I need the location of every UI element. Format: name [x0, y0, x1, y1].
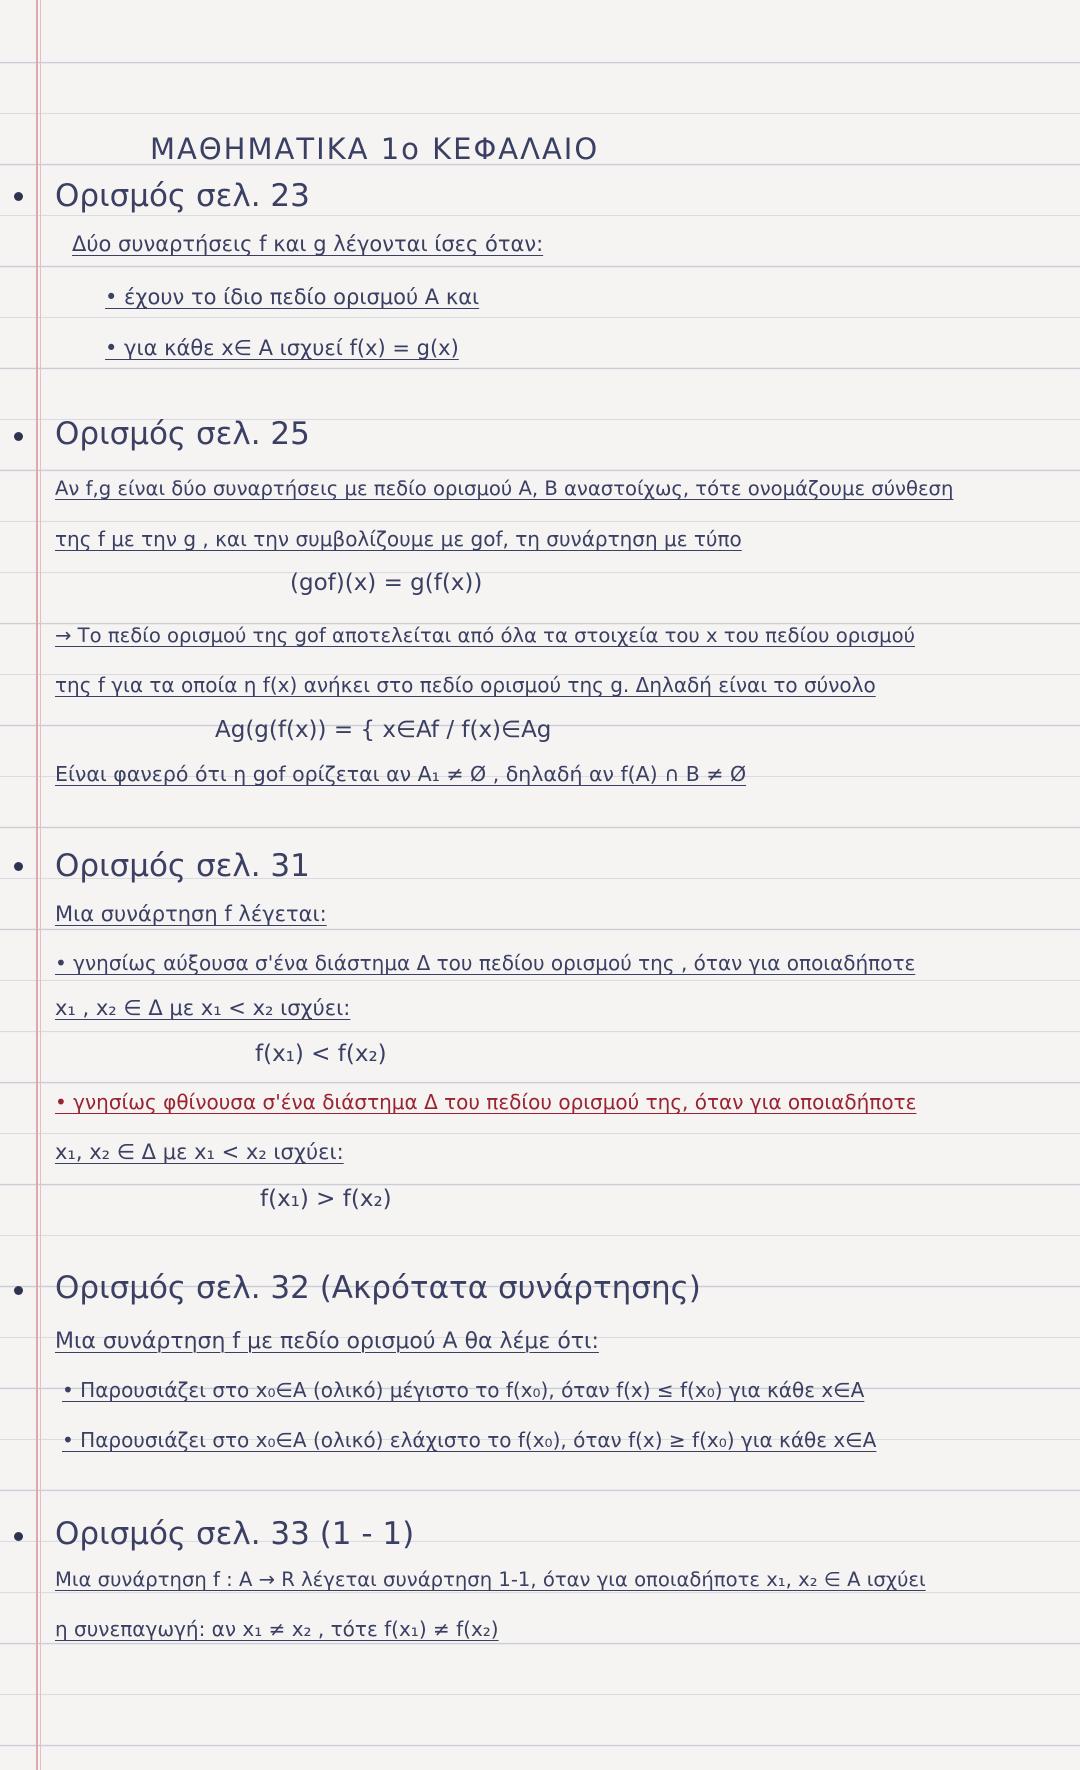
margin-line — [36, 0, 38, 1770]
formula: f(x₁) > f(x₂) — [260, 1186, 392, 1212]
text-line: Δύο συναρτήσεις f και g λέγονται ίσες όταν: — [72, 232, 544, 256]
text-line: • Παρουσιάζει στο x₀∈A (ολικό) ελάχιστο το f(x₀), όταν f(x) ≥ f(x₀) για κάθε x∈A — [62, 1428, 877, 1452]
text-line: → Το πεδίο ορισμού της gof αποτελείται από όλα τα στοιχεία του x του πεδίου ορισμού — [55, 624, 915, 647]
text-line: Είναι φανερό ότι η gof ορίζεται αν A₁ ≠ Ø , δηλαδή αν f(A) ∩ B ≠ Ø — [55, 762, 747, 786]
text-line: της f με την g , και την συμβολίζουμε με gof, τη συνάρτηση με τύπο — [55, 527, 742, 551]
text-line: Μια συνάρτηση f λέγεται: — [55, 902, 327, 926]
section-heading: Ορισμός σελ. 32 (Ακρότατα συνάρτησης) — [55, 1270, 701, 1306]
text-line: Μια συνάρτηση f : A → R λέγεται συνάρτηση 1-1, όταν για οποιαδήποτε x₁, x₂ ∈ A ισχύει — [55, 1568, 926, 1591]
formula: f(x₁) < f(x₂) — [255, 1041, 387, 1067]
formula: Ag(g(f(x)) = { x∈Af / f(x)∈Ag — [215, 717, 552, 743]
text-line: x₁, x₂ ∈ Δ με x₁ < x₂ ισχύει: — [55, 1140, 344, 1164]
text-line: x₁ , x₂ ∈ Δ με x₁ < x₂ ισχύει: — [55, 996, 351, 1020]
page-title: ΜΑΘΗΜΑΤΙΚΑ 1ο ΚΕΦΑΛΑΙΟ — [150, 132, 600, 166]
text-line: η συνεπαγωγή: αν x₁ ≠ x₂ , τότε f(x₁) ≠ f(x₂) — [55, 1617, 499, 1641]
text-line: • έχουν το ίδιο πεδίο ορισμού Α και — [105, 285, 480, 309]
section-heading: Ορισμός σελ. 25 — [55, 416, 310, 452]
text-line: • για κάθε x∈ A ισχυεί f(x) = g(x) — [105, 336, 459, 360]
section-bullet — [14, 192, 23, 201]
margin-line-inner — [40, 0, 41, 1770]
section-bullet — [14, 432, 23, 441]
text-line: Αν f,g είναι δύο συναρτήσεις με πεδίο ορισμού Α, Β αναστοίχως, τότε ονομάζουμε σύνθεση — [55, 477, 954, 500]
formula: (gof)(x) = g(f(x)) — [290, 570, 483, 596]
section-bullet — [14, 1286, 23, 1295]
section-heading: Ορισμός σελ. 31 — [55, 848, 310, 884]
section-heading: Ορισμός σελ. 33 (1 - 1) — [55, 1516, 415, 1552]
section-bullet — [14, 1532, 23, 1541]
text-line: • Παρουσιάζει στο x₀∈A (ολικό) μέγιστο το f(x₀), όταν f(x) ≤ f(x₀) για κάθε x∈A — [62, 1378, 865, 1402]
section-bullet — [14, 862, 23, 871]
text-line: Μια συνάρτηση f με πεδίο ορισμού Α θα λέμε ότι: — [55, 1329, 599, 1354]
text-line: • γνησίως φθίνουσα σ'ένα διάστημα Δ του πεδίου ορισμού της, όταν για οποιαδήποτε — [55, 1090, 917, 1114]
text-line: • γνησίως αύξουσα σ'ένα διάστημα Δ του πεδίου ορισμού της , όταν για οποιαδήποτε — [55, 951, 916, 975]
text-line: της f για τα οποία η f(x) ανήκει στο πεδίο ορισμού της g. Δηλαδή είναι το σύνολο — [55, 673, 876, 697]
section-heading: Ορισμός σελ. 23 — [55, 178, 310, 214]
